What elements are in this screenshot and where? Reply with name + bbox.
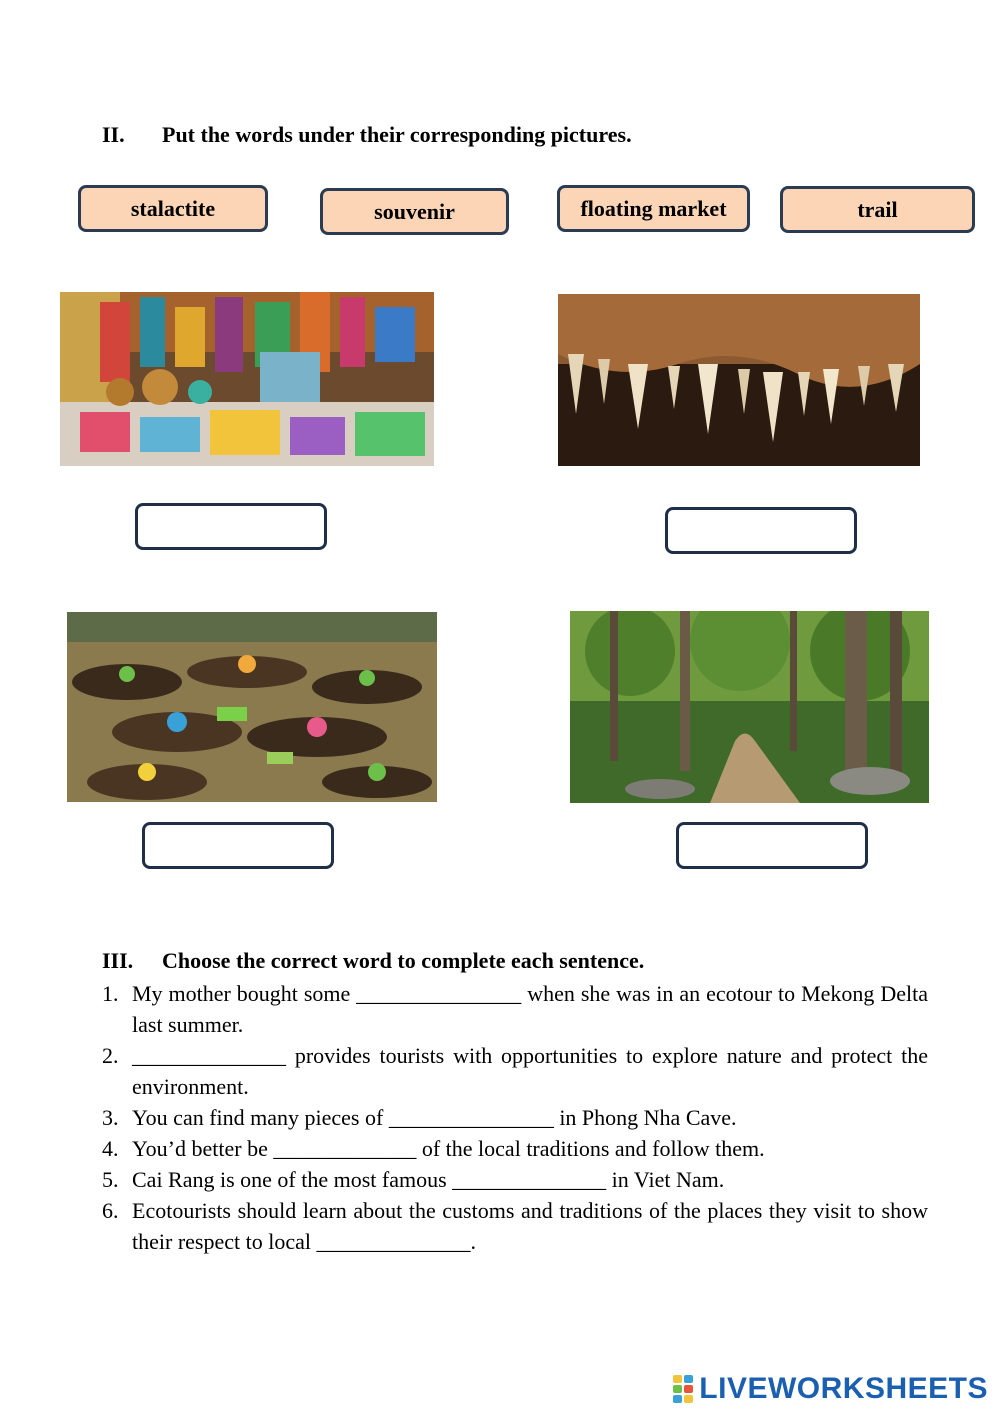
sentence-item (102, 1040, 928, 1102)
sentence-number: 5. (102, 1167, 119, 1192)
section-3-number: III. (102, 948, 134, 973)
section-3-heading (102, 948, 644, 974)
answer-box-2[interactable] (665, 507, 857, 554)
section-2-title: Put the words under their corresponding pictures. (162, 122, 632, 147)
sentence-text: My mother bought some _______________ when she was in an ecotour to Mekong Delta last summer. (132, 981, 928, 1037)
answer-box-4[interactable] (676, 822, 868, 869)
sentence-item (102, 1195, 928, 1257)
liveworksheets-logo (673, 1372, 988, 1406)
liveworksheets-logo-icon (673, 1375, 693, 1403)
sentence-text: You’d better be _____________ of the local traditions and follow them. (132, 1136, 765, 1161)
sentence-list (102, 978, 928, 1257)
word-chip-trail[interactable]: trail (780, 186, 975, 233)
sentence-number: 4. (102, 1136, 119, 1161)
sentence-number: 3. (102, 1105, 119, 1130)
section-2-heading (102, 122, 632, 148)
liveworksheets-logo-text: LIVEWORKSHEETS (699, 1372, 988, 1405)
word-chip-floating-market[interactable]: floating market (557, 185, 750, 232)
sentence-text: Ecotourists should learn about the customs and traditions of the places they visit to show their respect to local ______________. (132, 1198, 928, 1254)
forest-trail-photo (570, 611, 929, 803)
answer-box-3[interactable] (142, 822, 334, 869)
sentence-text: ______________ provides tourists with opportunities to explore nature and protect the environment. (132, 1043, 928, 1099)
sentence-number: 2. (102, 1043, 119, 1068)
sentence-item (102, 978, 928, 1040)
answer-box-1[interactable] (135, 503, 327, 550)
souvenir-market-photo (60, 292, 434, 466)
stalactite-cave-photo (558, 294, 920, 466)
sentence-item (102, 1102, 928, 1133)
sentence-text: You can find many pieces of _______________ in Phong Nha Cave. (132, 1105, 737, 1130)
sentence-number: 1. (102, 981, 119, 1006)
sentence-item (102, 1133, 928, 1164)
section-3-title: Choose the correct word to complete each sentence. (162, 948, 645, 973)
floating-market-photo (67, 612, 437, 802)
sentence-item (102, 1164, 928, 1195)
sentence-text: Cai Rang is one of the most famous ______________ in Viet Nam. (132, 1167, 725, 1192)
word-chip-stalactite[interactable]: stalactite (78, 185, 268, 232)
section-2-number: II. (102, 122, 125, 147)
sentence-number: 6. (102, 1198, 119, 1223)
word-chip-souvenir[interactable]: souvenir (320, 188, 509, 235)
